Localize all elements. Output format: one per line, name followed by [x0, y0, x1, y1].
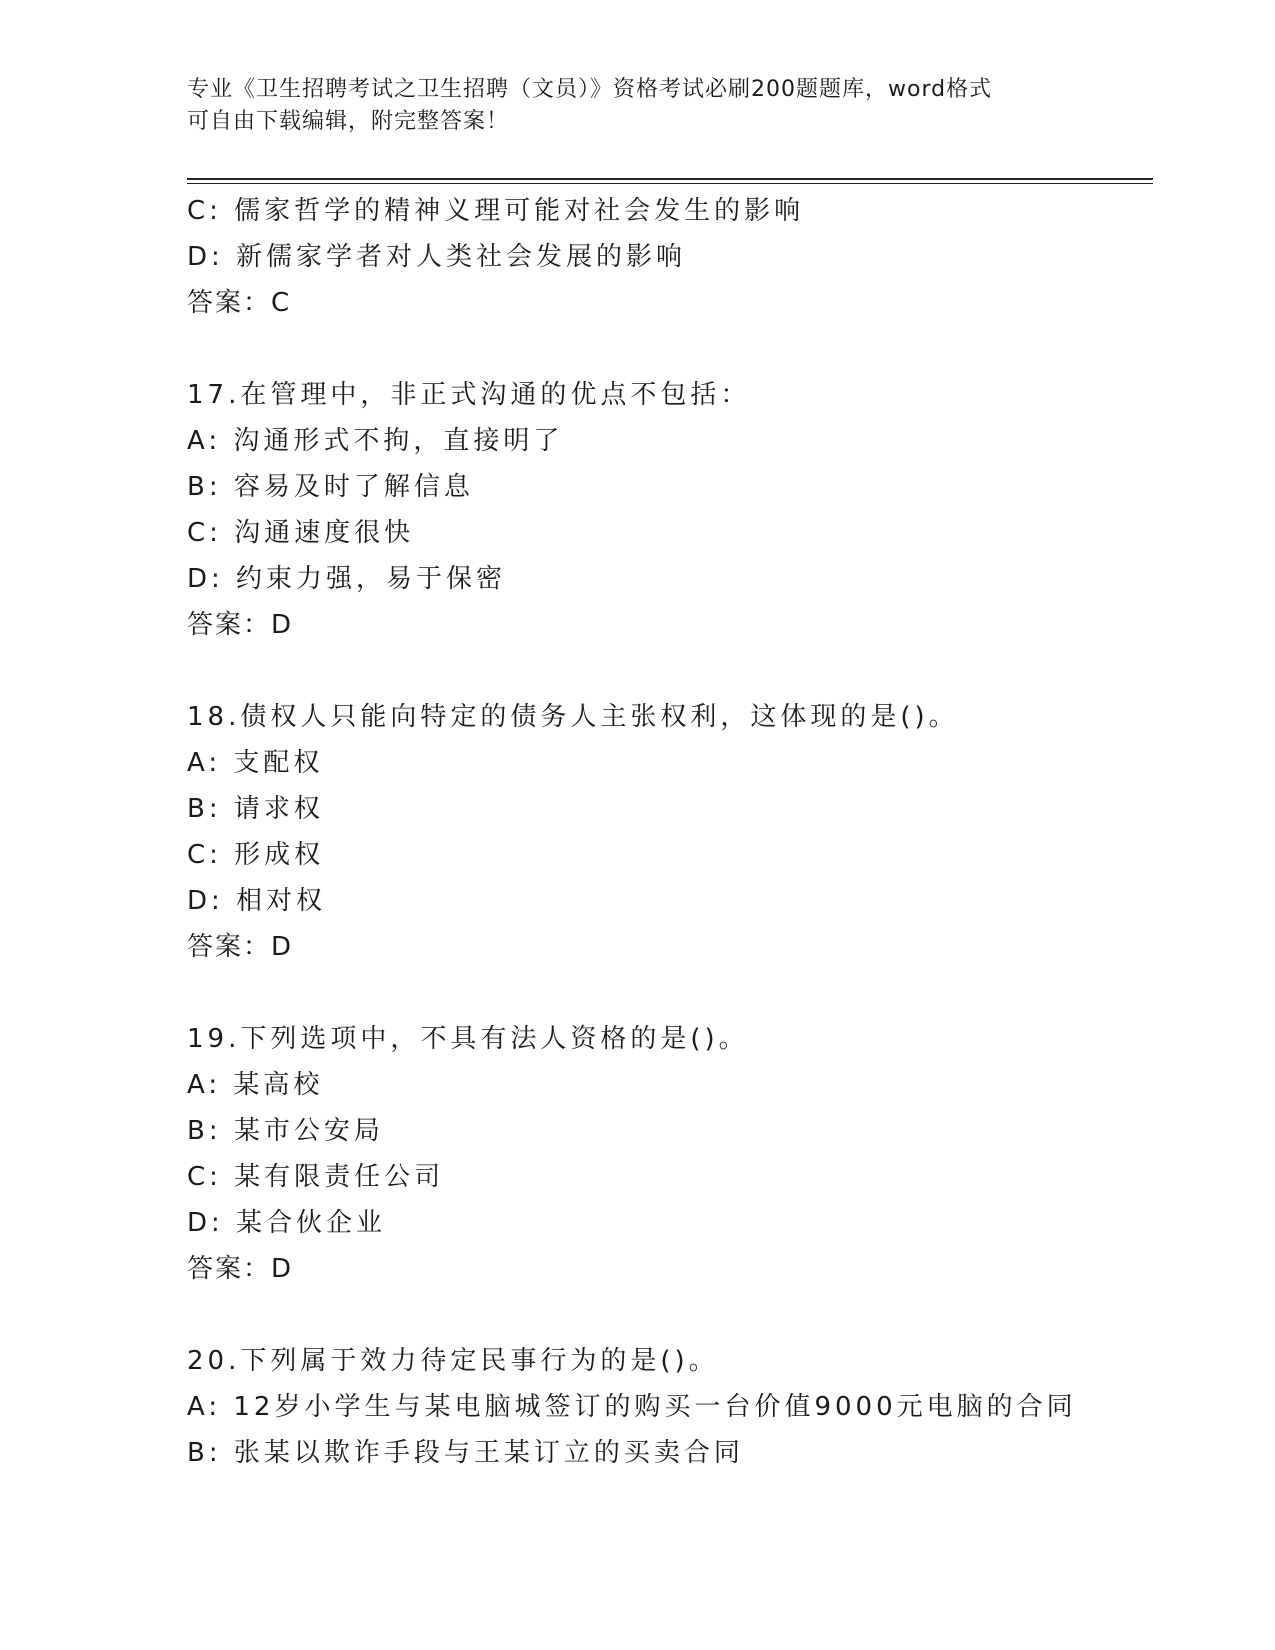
spacer [187, 970, 1153, 1016]
option-line: C: 某有限责任公司 [187, 1162, 445, 1192]
header-divider-thin [187, 183, 1153, 184]
option-line: B: 容易及时了解信息 [187, 472, 474, 502]
question-line: 19.下列选项中，不具有法人资格的是()。 [187, 1024, 749, 1054]
option-line: D: 新儒家学者对人类社会发展的影响 [187, 242, 687, 272]
option-line: A: 沟通形式不拘，直接明了 [187, 426, 564, 456]
spacer [187, 326, 1153, 372]
header-line-2: 可自由下载编辑，附完整答案！ [187, 109, 510, 134]
answer-line: 答案：D [187, 610, 294, 640]
option-line: A: 12岁小学生与某电脑城签订的购买一台价值9000元电脑的合同 [187, 1392, 1077, 1422]
answer-line: 答案：D [187, 932, 294, 962]
spacer [187, 648, 1153, 694]
option-line: C: 沟通速度很快 [187, 518, 415, 548]
option-line: C: 形成权 [187, 840, 325, 870]
option-line: B: 某市公安局 [187, 1116, 384, 1146]
option-line: D: 相对权 [187, 886, 327, 916]
spacer [187, 1292, 1153, 1338]
header-line-1: 专业《卫生招聘考试之卫生招聘（文员）》资格考试必刷200题题库，word格式 [187, 77, 993, 102]
question-list [187, 188, 1153, 1476]
question-line: 17.在管理中，非正式沟通的优点不包括： [187, 380, 751, 410]
option-line: C: 儒家哲学的精神义理可能对社会发生的影响 [187, 196, 805, 226]
header-divider-thick [187, 178, 1153, 180]
question-line: 18.债权人只能向特定的债务人主张权利，这体现的是()。 [187, 702, 959, 732]
document-header [187, 74, 1087, 138]
option-line: A: 支配权 [187, 748, 324, 778]
option-line: B: 请求权 [187, 794, 324, 824]
option-line: A: 某高校 [187, 1070, 324, 1100]
question-line: 20.下列属于效力待定民事行为的是()。 [187, 1346, 719, 1376]
answer-line: 答案：C [187, 288, 292, 318]
option-line: B: 张某以欺诈手段与王某订立的买卖合同 [187, 1438, 744, 1468]
option-line: D: 约束力强，易于保密 [187, 564, 507, 594]
answer-line: 答案：D [187, 1254, 294, 1284]
option-line: D: 某合伙企业 [187, 1208, 387, 1238]
